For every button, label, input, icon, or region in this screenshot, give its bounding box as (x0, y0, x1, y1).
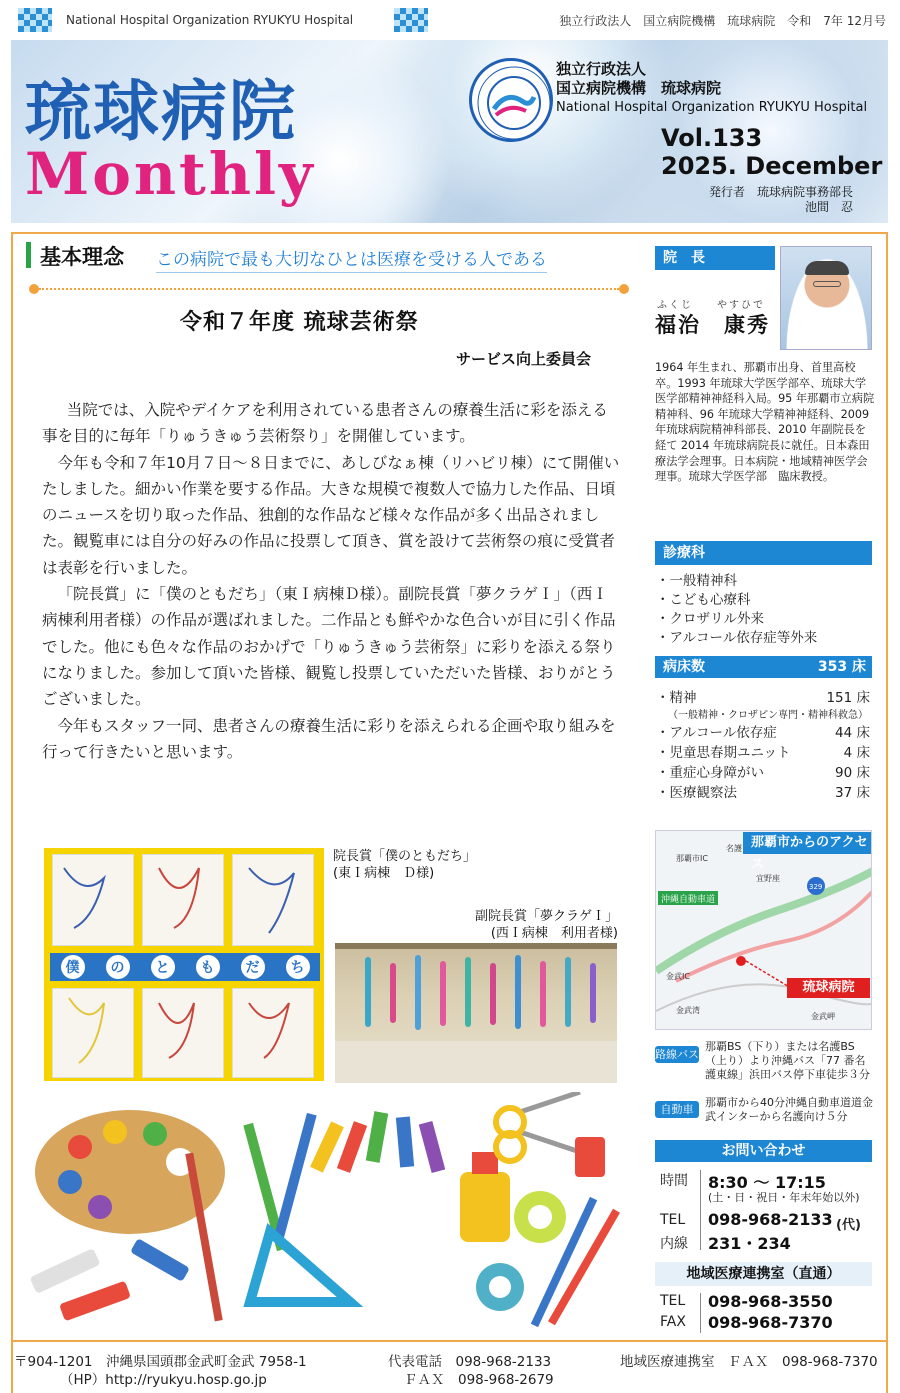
publisher-org: 独立行政法人 国立病院機構 琉球病院 National Hospital Organization RYUKYU Hospital (556, 60, 868, 115)
publisher-info: 発行者 琉球病院事務部長 池間 忍 (708, 185, 853, 214)
director-bio: 1964 年生まれ、那覇市出身、首里高校卒。1993 年琉球大学医学部卒、琉球大学医学部精神神経科入局。95 年那覇市立病院精神科、96 年琉球大学精神神経科、2009 年琉球病院精神科部長、2010 年副院長を経て 2014 年琉球病院長に就任。日本森田療法学会理事。日本病院・地域精神医学会理事。琉球大学医学部 臨床教授。 (655, 361, 875, 484)
contact-heading: お問い合わせ (655, 1140, 872, 1162)
tel-value: 098-968-2133 (708, 1210, 833, 1229)
map-label: 金武湾 (676, 1006, 700, 1015)
photo-vice-director-award (335, 943, 617, 1083)
bed-note: （一般精神・クロザピン専門・精神科救急） (668, 710, 868, 721)
contact-info (660, 1170, 875, 1253)
footer-main-fax: ＦＡＸ 098-968-2679 (404, 1372, 554, 1388)
beds-heading: 病床数 353 床 (655, 656, 872, 678)
list-item: ・重症心身障がい 90 床 (656, 765, 870, 781)
map-heading: 那覇市からのアクセス (743, 832, 871, 854)
director-name: 福治 康秀 (655, 313, 770, 337)
article-title: 令和７年度 琉球芸術祭 (180, 310, 419, 335)
hospital-logo-icon (469, 58, 553, 142)
list-item: ・精神 151 床 (656, 690, 870, 706)
hours-value: 8:30 ～ 17:15 (708, 1173, 826, 1192)
issue-date: 2025. December (661, 152, 883, 180)
caption-vice-director-award: 副院長賞「夢クラゲＩ」 (西Ｉ病棟 利用者様) (474, 909, 618, 941)
footer-liaison-fax: 地域医療連携室 ＦＡＸ 098-968-7370 (620, 1354, 878, 1370)
liaison-fax-value: 098-968-7370 (708, 1313, 833, 1332)
map-label: 金武岬 (811, 1012, 835, 1021)
philosophy-label: 基本理念 (40, 245, 124, 269)
map-label: 那覇市IC (676, 854, 708, 863)
liaison-info (660, 1293, 875, 1335)
article-body (42, 397, 622, 765)
map-label: 金武IC (666, 972, 690, 981)
list-item: ・こども心療科 (656, 592, 751, 608)
liaison-fax-label: FAX (660, 1314, 686, 1330)
photo-director-award (44, 848, 324, 1081)
top-strip (0, 0, 900, 40)
department-list (656, 572, 817, 648)
route-number: 329 (809, 883, 823, 891)
caption-director-award: 院長賞「僕のともだち」 (東Ｉ病棟 Ｄ様) (333, 849, 477, 881)
footer-address: 〒904-1201 沖縄県国頭郡金武町金武 7958-1 (14, 1354, 307, 1370)
basic-philosophy (26, 240, 586, 272)
newsletter-title-en: Monthly (25, 140, 316, 208)
bus-access (655, 1040, 872, 1086)
liaison-tel-label: TEL (660, 1293, 686, 1309)
artwork-title-banner: 僕 の と も だ ち (50, 953, 320, 981)
director-portrait (780, 246, 872, 350)
volume-info (661, 124, 882, 180)
paragraph: 今年も令和７年10月７日～８日までに、あしびなぁ棟（リハビリ棟）にて開催いたしました。細かい作業を要する作品。大きな規模で複数人で協力した作品、日頃のニュースを切り取った作品、独創的な作品など様々な作品が多く出品されました。観覧車には自分の好みの作品に投票して頂き、賞を設けて芸術祭の痕に受賞者は表彰を行いました。 (42, 453, 620, 577)
footer-website[interactable]: （HP）http://ryukyu.hosp.go.jp (60, 1372, 267, 1388)
beds-total: 353 床 (817, 659, 866, 675)
hours-label: 時間 (660, 1173, 688, 1189)
departments-heading: 診療科 (655, 541, 872, 565)
car-tag: 自動車 (655, 1101, 699, 1118)
checker-pattern-icon (394, 8, 428, 32)
footer-main-tel: 代表電話 098-968-2133 (388, 1354, 552, 1370)
list-item: ・クロザリル外来 (656, 611, 764, 627)
footer (0, 1342, 900, 1393)
paragraph: 今年もスタッフ一同、患者さんの療養生活に彩りを添えられる企画や取り組みを行って行きたいと思います。 (42, 716, 616, 761)
car-access (655, 1096, 872, 1126)
hours-note: (土・日・祝日・年末年始以外) (708, 1191, 860, 1204)
bus-directions: 那覇BS（下り）または名護BS（上り）より沖縄バス「77 番名護東線」浜田バス停下車徒歩３分 (705, 1040, 870, 1081)
car-directions: 那覇市から40分沖縄自動車道道金武インターから名護向け５分 (705, 1096, 873, 1123)
ext-value: 231・234 (708, 1234, 791, 1253)
director-heading: 院 長 (655, 246, 775, 270)
map-label: 名護 (726, 844, 742, 853)
issue-line: 独立行政法人 国立病院機構 琉球病院 令和 7年 12月号 (559, 14, 886, 28)
list-item: ・アルコール依存症 44 床 (656, 725, 870, 741)
checker-pattern-icon (18, 8, 52, 32)
tel-suffix: (代) (836, 1218, 861, 1233)
director-name-reading: ふくじ やすひで (657, 300, 765, 311)
newsletter-title-jp: 琉球病院 (25, 73, 297, 150)
list-item: ・一般精神科 (656, 573, 737, 589)
accent-bar (26, 242, 31, 268)
list-item: ・児童思春期ユニット 4 床 (656, 745, 870, 761)
art-supplies-illustration (20, 1092, 630, 1337)
bed-list (656, 686, 870, 801)
liaison-tel-value: 098-968-3550 (708, 1292, 833, 1311)
paragraph: 当院では、入院やデイケアを利用されている患者さんの療養生活に彩を添える事を目的に毎年「りゅうきゅう芸術祭り」を開催しています。 (42, 401, 608, 446)
tel-label: TEL (660, 1212, 686, 1228)
ext-label: 内線 (660, 1236, 688, 1252)
list-item: ・アルコール依存症等外来 (656, 630, 818, 646)
philosophy-text: この病院で最も大切なひとは医療を受ける人である (156, 245, 547, 273)
dotted-divider (29, 284, 629, 294)
org-name-en: National Hospital Organization RYUKYU Hospital (66, 13, 354, 27)
map-hospital-label: 琉球病院 (787, 978, 870, 998)
bus-tag: 路線バス (655, 1048, 699, 1061)
volume-number: Vol.133 (661, 124, 763, 152)
paragraph: 「院長賞」に「僕のともだち」（東Ｉ病棟Ｄ様）。副院長賞「夢クラゲＩ」（西Ｉ病棟利用者様）の作品が選ばれました。二作品とも鮮やかな色合いが目に引く作品でした。他にも色々な作品のおかげで「りゅうきゅう芸術祭」に彩りを添える祭りになりました。参加して頂いた皆様、観覧し投票していただいた皆様、おりがとうございました。 (42, 585, 616, 709)
masthead-banner (11, 40, 888, 223)
list-item: ・医療観察法 37 床 (656, 785, 870, 801)
map-label: 沖縄自動車道 (661, 895, 716, 905)
article-author: サービス向上委員会 (456, 350, 592, 368)
map-label: 宜野座 (756, 874, 780, 883)
liaison-heading: 地域医療連携室（直通） (655, 1262, 872, 1286)
